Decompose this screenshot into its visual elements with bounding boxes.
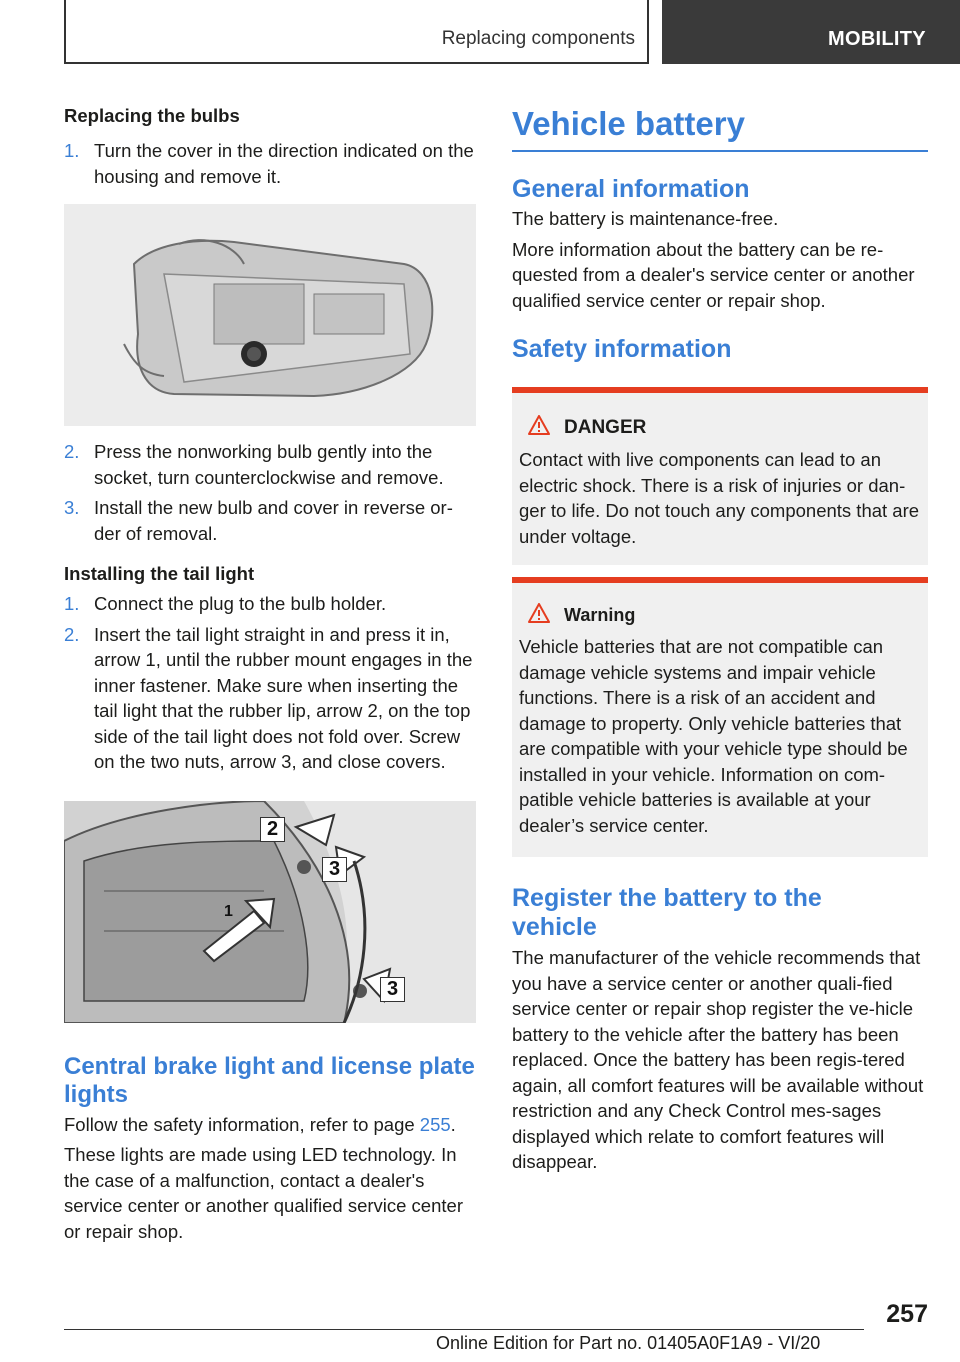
section-title: Replacing components	[441, 28, 635, 49]
left-column	[64, 100, 476, 1244]
brake-light-p1-prefix: Follow the safety information, refer to page	[64, 1113, 420, 1135]
danger-box	[512, 387, 928, 565]
danger-title-row	[519, 415, 921, 440]
step-number: 3.	[64, 497, 80, 518]
housing-drawing	[64, 204, 476, 426]
callout-3-bottom: 3	[380, 977, 405, 1002]
danger-text: Contact with live components can lead to an electric shock. There is a risk of injuries or dan-ger to life. Do not touch any components that are under voltage.	[519, 449, 920, 547]
brake-light-heading: Central brake light and license plate lights	[64, 1052, 475, 1108]
chapter-tab[interactable]	[662, 0, 960, 64]
brake-light-paragraph-1	[64, 1112, 476, 1138]
callout-1: 1	[224, 902, 233, 920]
title-rule	[512, 150, 928, 152]
page-255-link[interactable]: 255	[419, 1113, 451, 1135]
tail-light-step-2	[64, 622, 476, 775]
step-text: Press the nonworking bulb gently into the socket, turn counterclockwise and remove.	[94, 441, 444, 488]
register-battery-heading: Register the battery to the vehicle	[512, 884, 822, 941]
step-number: 1.	[64, 593, 80, 614]
bulbs-step-3	[64, 495, 476, 546]
step-number: 1.	[64, 140, 80, 161]
step-number: 2.	[64, 441, 80, 462]
register-battery-text: The manufacturer of the vehicle recommends that you have a service center or another quali-fied service center or repair shop register the ve-hicle battery to the vehicle after the battery has been replaced. Once the battery has been regis-tered again, all comfort features will be available without restriction and any Check Control mes-sages displayed which relate to comfort features will disappear.	[512, 947, 924, 1172]
step-text: Turn the cover in the direction indicated on the housing and remove it.	[94, 140, 474, 187]
danger-label: DANGER	[564, 417, 647, 438]
header-frame	[64, 0, 649, 64]
step-text: Insert the tail light straight in and press it in, arrow 1, until the rubber mount engages in the inner fastener. Make sure when inserting the tail light that the rubber lip, arrow 2, on the top side of the tail light does not fold over. Screw on the two nuts, arrow 3, and close covers.	[94, 623, 473, 772]
warning-triangle-icon	[528, 603, 550, 623]
warning-text: Vehicle batteries that are not compatible can damage vehicle systems and impair vehicle functions. There is a risk of an accident and damage to property. Only vehicle batteries that are compatible with your vehicle type should be installed in your vehicle. Information on com-patible vehicle batteries is available at your dealer’s service center.	[519, 636, 908, 836]
step-text: Install the new bulb and cover in reverse or-der of removal.	[94, 497, 453, 544]
tail-light-step-1	[64, 591, 476, 617]
vehicle-battery-title: Vehicle battery	[512, 105, 745, 142]
brake-light-p1-suffix: .	[450, 1113, 456, 1135]
tail-light-housing-illustration	[64, 204, 476, 426]
warning-label: Warning	[564, 605, 636, 625]
safety-information-heading: Safety information	[512, 335, 732, 363]
general-p2: More information about the battery can be re-quested from a dealer's service center or another qualified service center or repair shop.	[512, 238, 915, 311]
general-p1: The battery is maintenance-free.	[512, 208, 779, 229]
right-column	[512, 100, 928, 1175]
tail-light-install-illustration	[64, 801, 476, 1023]
chapter-tab-label: MOBILITY	[828, 28, 926, 50]
bulbs-step-1	[64, 138, 476, 189]
brake-light-paragraph-2: These lights are made using LED technology. In the case of a malfunction, contact a dealer's service center or another qualified service center or repair shop.	[64, 1144, 463, 1242]
tail-light-heading: Installing the tail light	[64, 563, 255, 584]
edition-footer: Online Edition for Part no. 01405A0F1A9 - VI/20	[436, 1333, 821, 1353]
warning-box	[512, 577, 928, 857]
warning-triangle-icon	[528, 415, 550, 435]
footer-rule	[64, 1329, 864, 1330]
warning-title-row	[519, 603, 921, 627]
step-number: 2.	[64, 623, 80, 645]
bulbs-heading: Replacing the bulbs	[64, 105, 240, 126]
step-text: Connect the plug to the bulb holder.	[94, 593, 387, 614]
page-number: 257	[886, 1300, 928, 1328]
callout-2: 2	[260, 817, 285, 842]
bulbs-step-2	[64, 439, 476, 490]
callout-3-top: 3	[322, 857, 347, 882]
general-information-heading: General information	[512, 175, 750, 203]
